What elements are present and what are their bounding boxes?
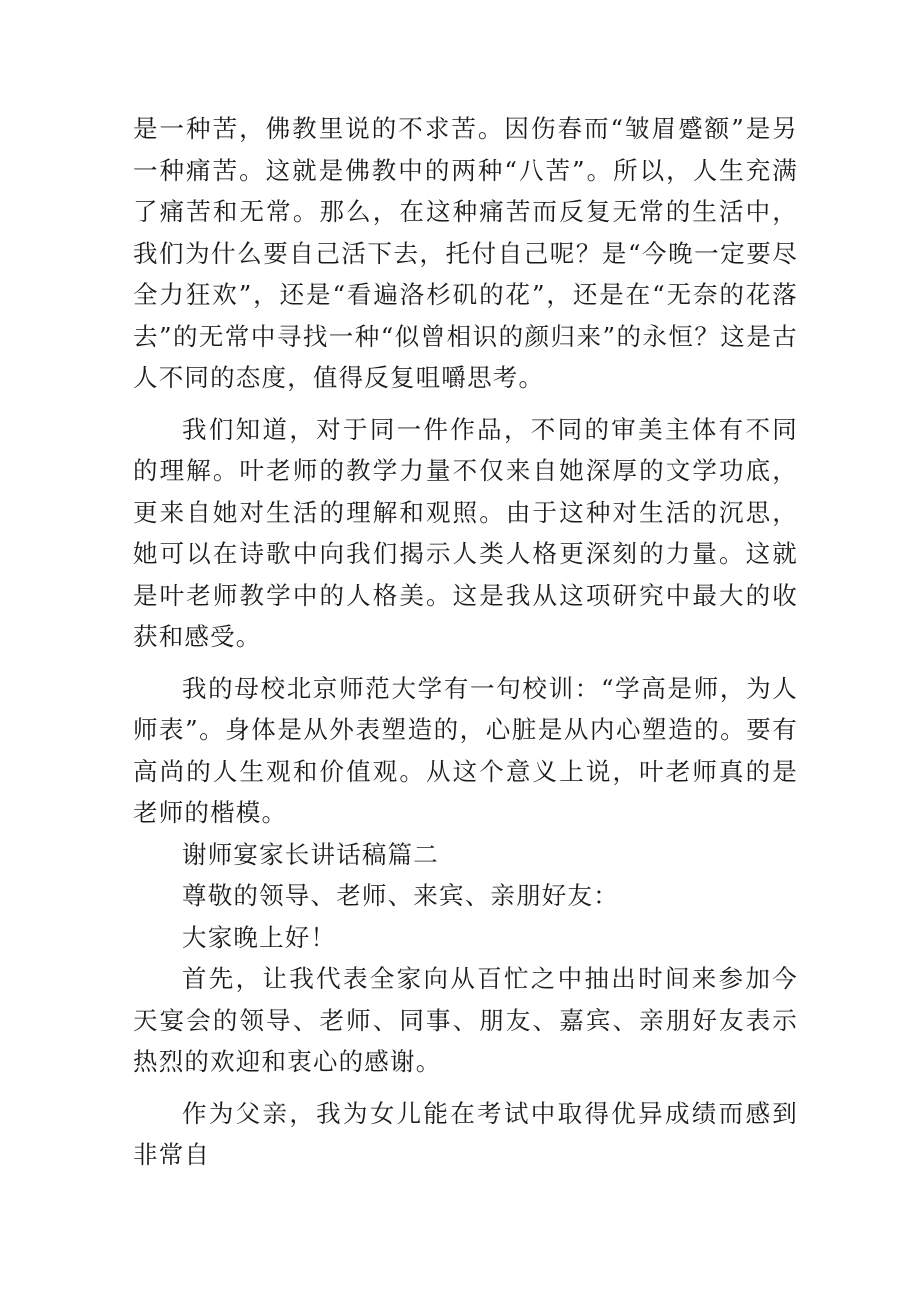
- salutation: 尊敬的领导、老师、来宾、亲朋好友：: [182, 881, 619, 910]
- paragraph-aesthetic-understanding: 我们知道，对于同一件作品，不同的审美主体有不同的理解。叶老师的教学力量不仅来自她深厚的文学功底，更来自她对生活的理解和观照。由于这种对生活的沉思，她可以在诗歌中向我们揭示人类人格更深刻的力量。这就是叶老师教学中的人格美。这是我从这项研究中最大的收获和感受。: [133, 414, 798, 651]
- paragraph-continued: 是一种苦，佛教里说的不求苦。因伤春而“皱眉蹙额”是另一种痛苦。这就是佛教中的两种“八苦”。所以，人生充满了痛苦和无常。那么，在这种痛苦而反复无常的生活中，我们为什么要自己活下去，托付自己呢？是“今晚一定要尽全力狂欢”，还是“看遍洛杉矶的花”，还是在“无奈的花落去”的无常中寻找一种“似曾相识的颜归来”的永恒？这是古人不同的态度，值得反复咀嚼思考。: [133, 114, 798, 392]
- document-page: [133, 108, 798, 1176]
- paragraph-thanks: 首先，让我代表全家向从百忙之中抽出时间来参加今天宴会的领导、老师、同事、朋友、嘉宾、亲朋好友表示热烈的欢迎和衷心的感谢。: [133, 964, 798, 1076]
- greeting: 大家晚上好！: [182, 922, 337, 952]
- paragraph-father: 作为父亲，我为女儿能在考试中取得优异成绩而感到非常自: [133, 1098, 798, 1169]
- paragraph-school-motto: 我的母校北京师范大学有一句校训：“学高是师，为人师表”。身体是从外表塑造的，心脏是从内心塑造的。要有高尚的人生观和价值观。从这个意义上说，叶老师真的是老师的楷模。: [133, 673, 798, 827]
- section-heading: 谢师宴家长讲话稿篇二: [182, 839, 439, 869]
